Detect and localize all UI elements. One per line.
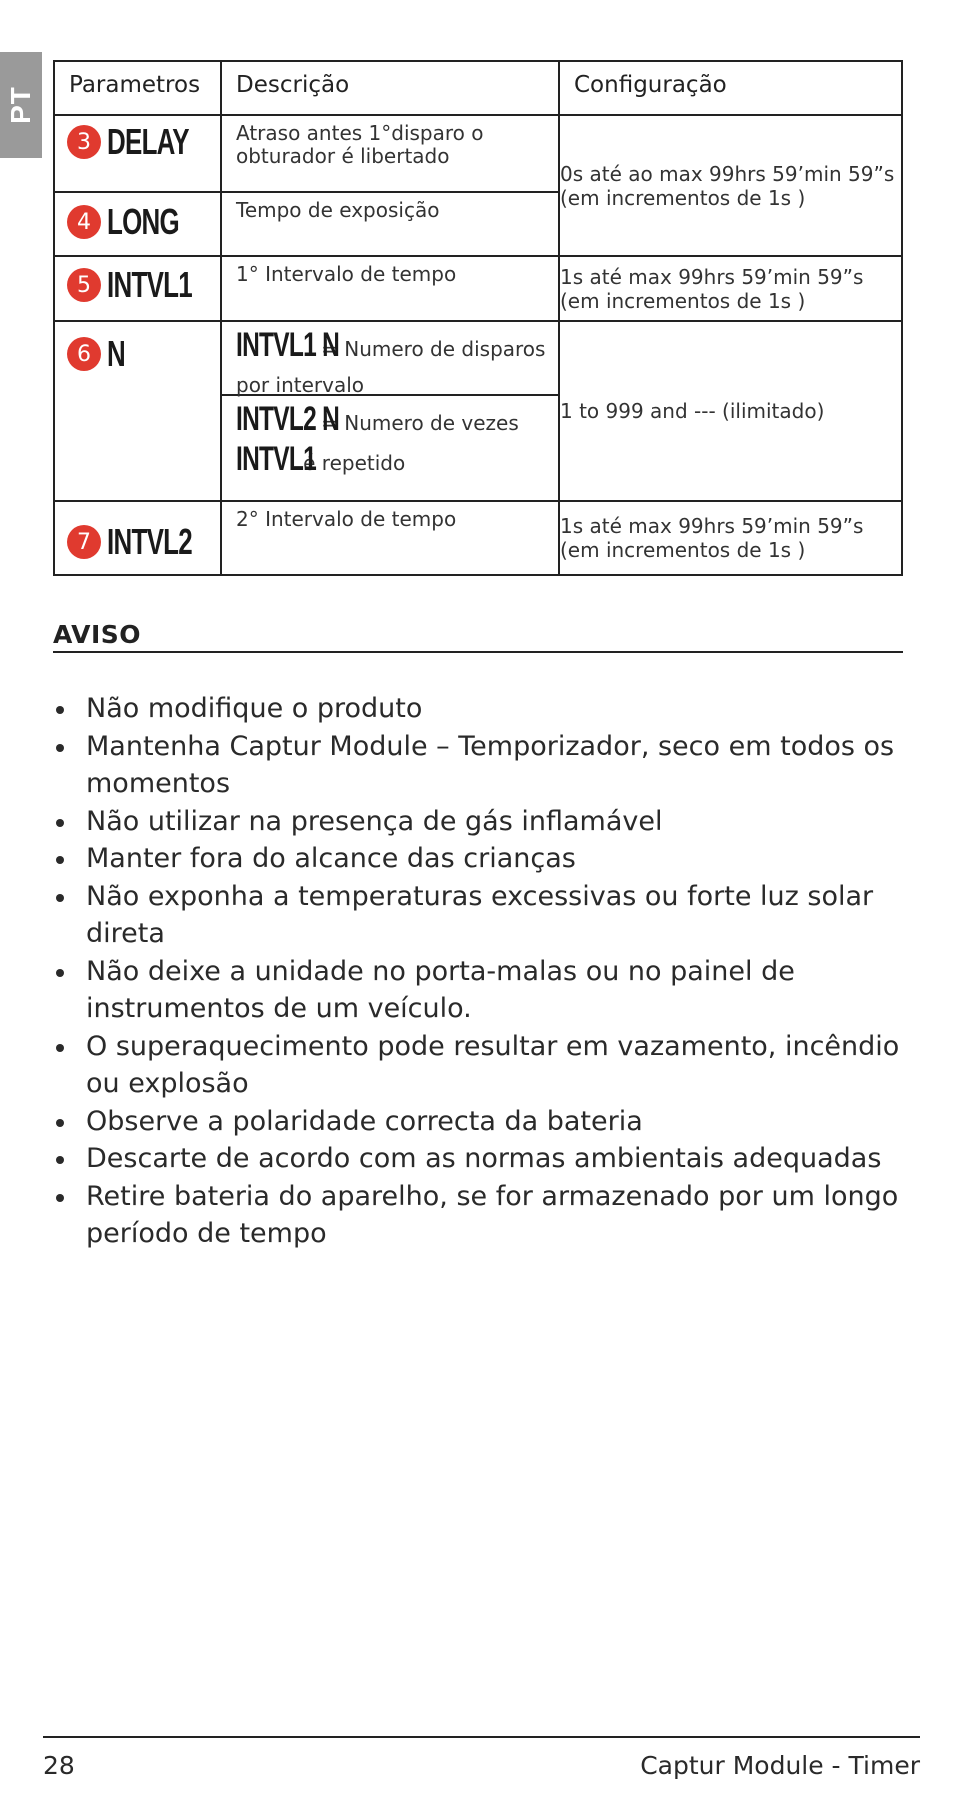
param-lcd-label: N: [107, 333, 125, 374]
param-lcd-label: INTVL1: [107, 264, 192, 305]
param-lcd-label: DELAY: [107, 121, 189, 162]
list-item-text: Descarte de acordo com as normas ambientais adequadas: [86, 1143, 882, 1174]
description-cell: [221, 256, 559, 321]
bullet-icon: [56, 1156, 64, 1164]
param-cell-delay: [54, 115, 221, 192]
param-number-badge: 6: [67, 337, 101, 371]
bullet-icon: [56, 819, 64, 827]
bullet-icon: [56, 969, 64, 977]
list-item: [53, 1178, 913, 1253]
list-item-text: Retire bateria do aparelho, se for armazenado por um longo período de tempo: [86, 1180, 899, 1249]
language-tab: [0, 52, 42, 158]
header-parametros: Parametros: [54, 61, 221, 115]
param-cell-intvl2: [54, 501, 221, 575]
config-cell: [559, 501, 902, 575]
description-cell-n: [221, 321, 559, 501]
bullet-icon: [56, 1044, 64, 1052]
description-cell: [221, 115, 559, 192]
config-cell: [559, 256, 902, 321]
list-item: [53, 690, 913, 728]
parameters-table: [53, 60, 903, 576]
description-text: 1° Intervalo de tempo: [236, 262, 457, 286]
param-cell-intvl1: [54, 256, 221, 321]
description-text: Atraso antes 1°disparo o obturador é libertado: [236, 121, 484, 168]
page-number: 28: [43, 1751, 75, 1780]
sub-description-2: [222, 396, 558, 480]
config-cell: [559, 321, 902, 501]
param-cell-n: [54, 321, 221, 501]
list-item: [53, 728, 913, 803]
description-text: 2° Intervalo de tempo: [236, 507, 457, 531]
param-lcd-label: INTVL2: [107, 521, 192, 562]
list-item: [53, 1103, 913, 1141]
document-title: Captur Module - Timer: [640, 1751, 920, 1780]
bullet-icon: [56, 1119, 64, 1127]
param-number-badge: 3: [67, 125, 101, 159]
param-cell-long: [54, 192, 221, 256]
list-item: [53, 878, 913, 953]
config-text: 1s até max 99hrs 59’min 59”s (em incrementos de 1s ): [560, 514, 864, 562]
sub-description-1: [222, 322, 558, 396]
list-item-text: O superaquecimento pode resultar em vazamento, incêndio ou explosão: [86, 1030, 900, 1099]
footer-divider: [43, 1736, 920, 1738]
lcd-intvl1-n: INTVL1 N: [236, 326, 340, 364]
table-row: [54, 501, 902, 575]
lcd-intvl1: INTVL1: [236, 440, 317, 478]
list-item-text: Não modifique o produto: [86, 693, 423, 724]
config-cell-delay-long: [559, 115, 902, 256]
list-item: [53, 953, 913, 1028]
bullet-icon: [56, 744, 64, 752]
list-item: [53, 1140, 913, 1178]
bullet-icon: [56, 894, 64, 902]
warning-title: AVISO: [53, 620, 903, 653]
list-item: [53, 803, 913, 841]
table-row: [54, 115, 902, 192]
language-tab-label: PT: [5, 86, 36, 124]
table-row: [54, 321, 902, 501]
list-item: [53, 1028, 913, 1103]
header-descricao: Descrição: [221, 61, 559, 115]
list-item-text: Observe a polaridade correcta da bateria: [86, 1105, 643, 1137]
header-configuracao: Configuração: [559, 61, 902, 115]
table-header-row: [54, 61, 902, 115]
param-number-badge: 4: [67, 205, 101, 239]
lcd-intvl2-n: INTVL2 N: [236, 400, 340, 438]
param-lcd-label: LONG: [107, 201, 179, 242]
param-number-badge: 5: [67, 268, 101, 302]
sub-description-text: = Numero de disparos por intervalo: [236, 337, 546, 397]
list-item: [53, 840, 913, 878]
config-text: 1s até max 99hrs 59’min 59”s (em incrementos de 1s ): [560, 264, 864, 313]
config-text: 0s até ao max 99hrs 59’min 59”s (em incrementos de 1s ): [560, 161, 895, 210]
warning-list: [53, 690, 913, 1253]
sub-description-text: = Numero de vezes: [321, 411, 519, 435]
bullet-icon: [56, 856, 64, 864]
bullet-icon: [56, 706, 64, 714]
list-item-text: Manter fora do alcance das crianças: [86, 843, 576, 874]
config-text: 1 to 999 and --- (ilimitado): [560, 399, 825, 423]
sub-description-text: é repetido: [303, 451, 406, 475]
list-item-text: Não deixe a unidade no porta-malas ou no painel de instrumentos de um veículo.: [86, 955, 795, 1024]
param-number-badge: 7: [67, 525, 101, 559]
list-item-text: Mantenha Captur Module – Temporizador, seco em todos os momentos: [86, 730, 895, 799]
table-row: [54, 256, 902, 321]
description-text: Tempo de exposição: [236, 198, 440, 222]
description-cell: [221, 192, 559, 256]
list-item-text: Não utilizar na presença de gás inflamável: [86, 805, 663, 837]
list-item-text: Não exponha a temperaturas excessivas ou forte luz solar direta: [86, 880, 874, 949]
description-cell: [221, 501, 559, 575]
bullet-icon: [56, 1194, 64, 1202]
